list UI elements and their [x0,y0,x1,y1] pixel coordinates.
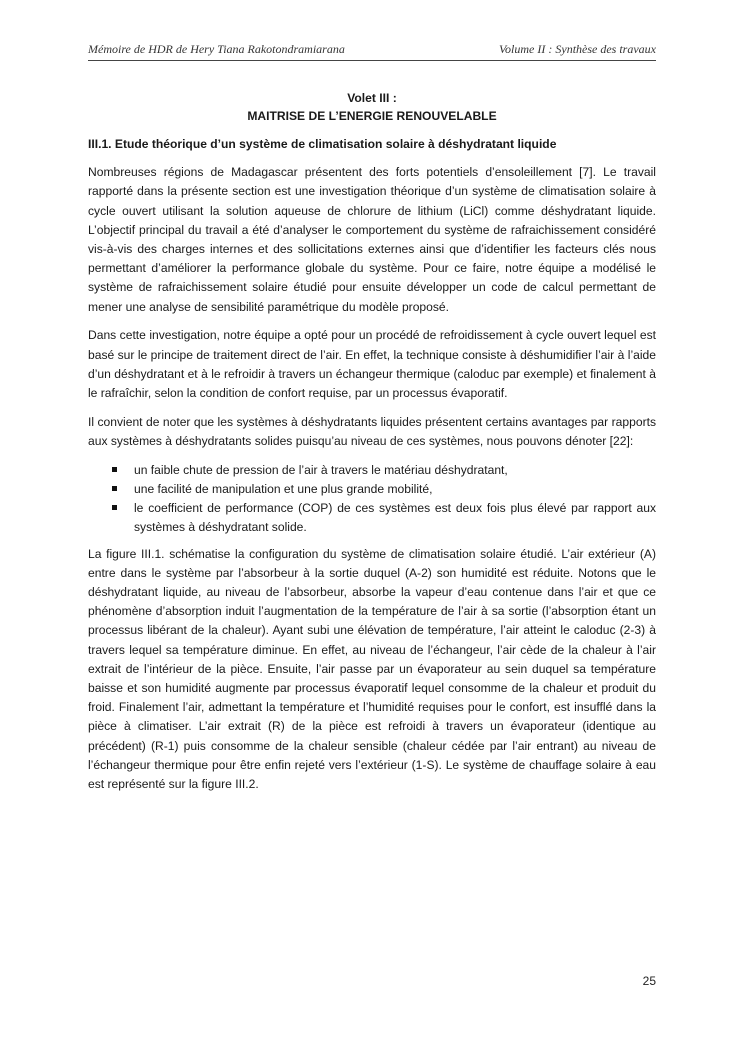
section-heading: III.1. Etude théorique d’un système de climatisation solaire à déshydratant liquide [88,137,557,151]
list-item [134,461,656,480]
page-number: 25 [642,974,656,988]
paragraph-2: Dans cette investigation, notre équipe a opté pour un procédé de refroidissement à cycle ouvert lequel est basé sur le principe de traitement direct de l’air. En effet, la technique consiste à déshumidifier l’air à l’aide d’un déshydratant et à le refroidir à travers un échangeur thermique (caloduc par exemple) et finalement à le rafraîchir, selon la condition de confort requise, par un processus évaporatif. [88,328,656,400]
square-bullet-icon [112,505,117,510]
volet-title-line1: Volet III : [347,91,397,105]
list-item-text: un faible chute de pression de l’air à travers le matériau déshydratant, [134,462,508,477]
volet-title-line2: MAITRISE DE L’ENERGIE RENOUVELABLE [247,108,497,123]
list-item-text: une facilité de manipulation et une plus grande mobilité, [134,481,433,496]
header-author: Mémoire de HDR de Hery Tiana Rakotondramiarana [88,42,345,56]
page-header [88,42,656,61]
list-item-text: le coefficient de performance (COP) de ces systèmes est deux fois plus élevé par rapport aux systèmes à déshydratant solide. [134,500,656,534]
list-item [134,480,656,499]
header-volume: Volume II : Synthèse des travaux [499,42,656,56]
paragraph-4: La figure III.1. schématise la configuration du système de climatisation solaire étudié. L’air extérieur (A) entre dans le système par l’absorbeur à la sortie duquel (A-2) son humidité est réduite. Notons que le déshydratant liquide, au niveau de l’absorbeur, absorbe la vapeur d’eau contenue dans l’air et que ce phénomène d’absorption induit l’augmentation de la température de l’air à sa sortie (l’absorption étant un processus libérant de la chaleur). Ayant subi une élévation de température, l’air atteint le caloduc (2-3) à travers lequel sa température diminue. En effet, au niveau de l’échangeur, l’air cède de la chaleur à l’air extrait de l’intérieur de la pièce. Ensuite, l’air passe par un évaporateur au sein duquel sa température baisse et son humidité augmente par processus évaporatif lequel consomme de la chaleur et produit du froid. Finalement l’air, admettant la température et l’humidité requises pour le confort, est insufflé dans la pièce à climatiser. L’air extrait (R) de la pièce est refroidi à travers un évaporateur (identique au précédent) (R-1) puis consomme de la chaleur sensible (chaleur cédée par l’air entrant) au niveau de l’échangeur thermique pour être enfin rejeté vers l’extérieur (1-S). Le système de chauffage solaire à eau est représenté sur la figure III.2. [88,546,656,791]
paragraph-1: Nombreuses régions de Madagascar présentent des forts potentiels d’ensoleillement [7]. Le travail rapporté dans la présente section est une investigation théorique d’un système de climatisation solaire à cycle ouvert utilisant la solution aqueuse de chlorure de lithium (LiCl) comme déshydratant liquide. L’objectif principal du travail a été d’analyser le comportement du système de rafraichissement considéré vis-à-vis des charges internes et des sollicitations externes ainsi que d’identifier les facteurs clés nous permettant d’améliorer la performance globale du système. Pour ce faire, notre équipe a modélisé le système de rafraichissement solaire étudié pour ensuite développer un code de calcul permettant de mener une analyse de sensibilité paramétrique du modèle proposé. [88,165,656,314]
page-body [88,90,656,804]
volet-title [88,90,656,125]
paragraph-3: Il convient de noter que les systèmes à déshydratants liquides présentent certains avantages par rapports aux systèmes à déshydratants solides puisqu’au niveau de ces systèmes, nous pouvons dénoter [22]: [88,414,656,448]
list-item [134,499,656,537]
square-bullet-icon [112,486,117,491]
square-bullet-icon [112,467,117,472]
advantages-list [88,461,656,537]
